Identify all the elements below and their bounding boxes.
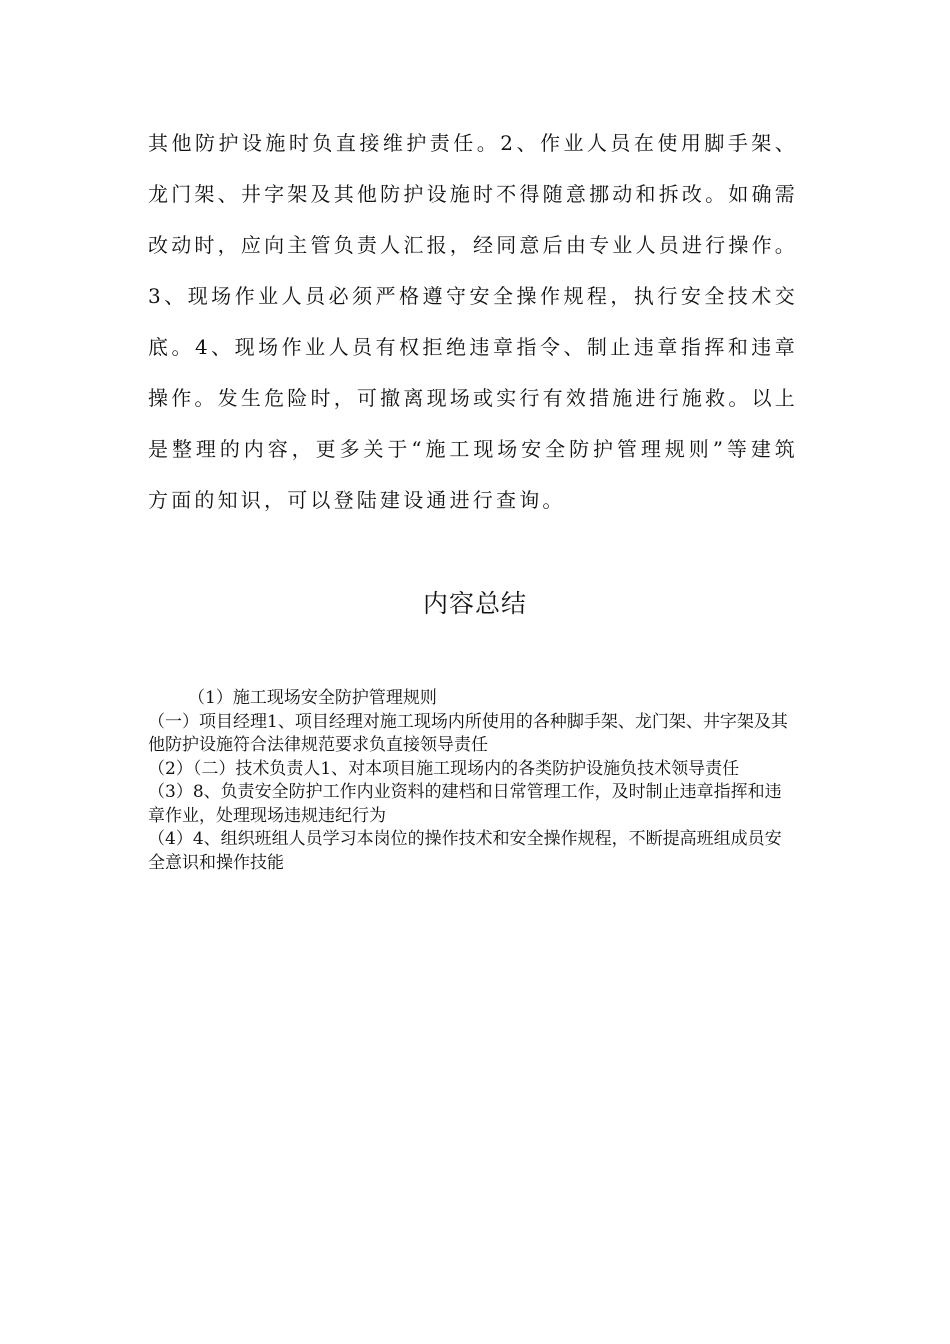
summary-item: （3）8、负责安全防护工作内业资料的建档和日常管理工作，及时制止违章指挥和违章作业，处理现场违规违纪行为 xyxy=(148,782,782,826)
summary-item: （4）4、组织班组人员学习本岗位的操作技术和安全操作规程，不断提高班组成员安全意识和操作技能 xyxy=(148,829,782,873)
summary-item: （一）项目经理1、项目经理对施工现场内所使用的各种脚手架、龙门架、井字架及其他防护设施符合法律规范要求负直接领导责任 xyxy=(148,711,788,755)
summary-item: （2）（二）技术负责人1、对本项目施工现场内的各类防护设施负技术领导责任 xyxy=(148,758,740,779)
summary-list xyxy=(148,687,798,875)
body-paragraph: 其他防护设施时负直接维护责任。2、作业人员在使用脚手架、龙门架、井字架及其他防护设施时不得随意挪动和拆改。如确需改动时，应向主管负责人汇报，经同意后由专业人员进行操作。3、现场作业人员必须严格遵守安全操作规程，执行安全技术交底。4、现场作业人员有权拒绝违章指令、制止违章指挥和违章操作。发生危险时，可撤离现场或实行有效措施进行施救。以上是整理的内容，更多关于“施工现场安全防护管理规则”等建筑方面的知识，可以登陆建设通进行查询。 xyxy=(148,131,798,512)
section-title: 内容总结 xyxy=(422,589,527,618)
summary-item: （1）施工现场安全防护管理规则 xyxy=(188,688,437,708)
